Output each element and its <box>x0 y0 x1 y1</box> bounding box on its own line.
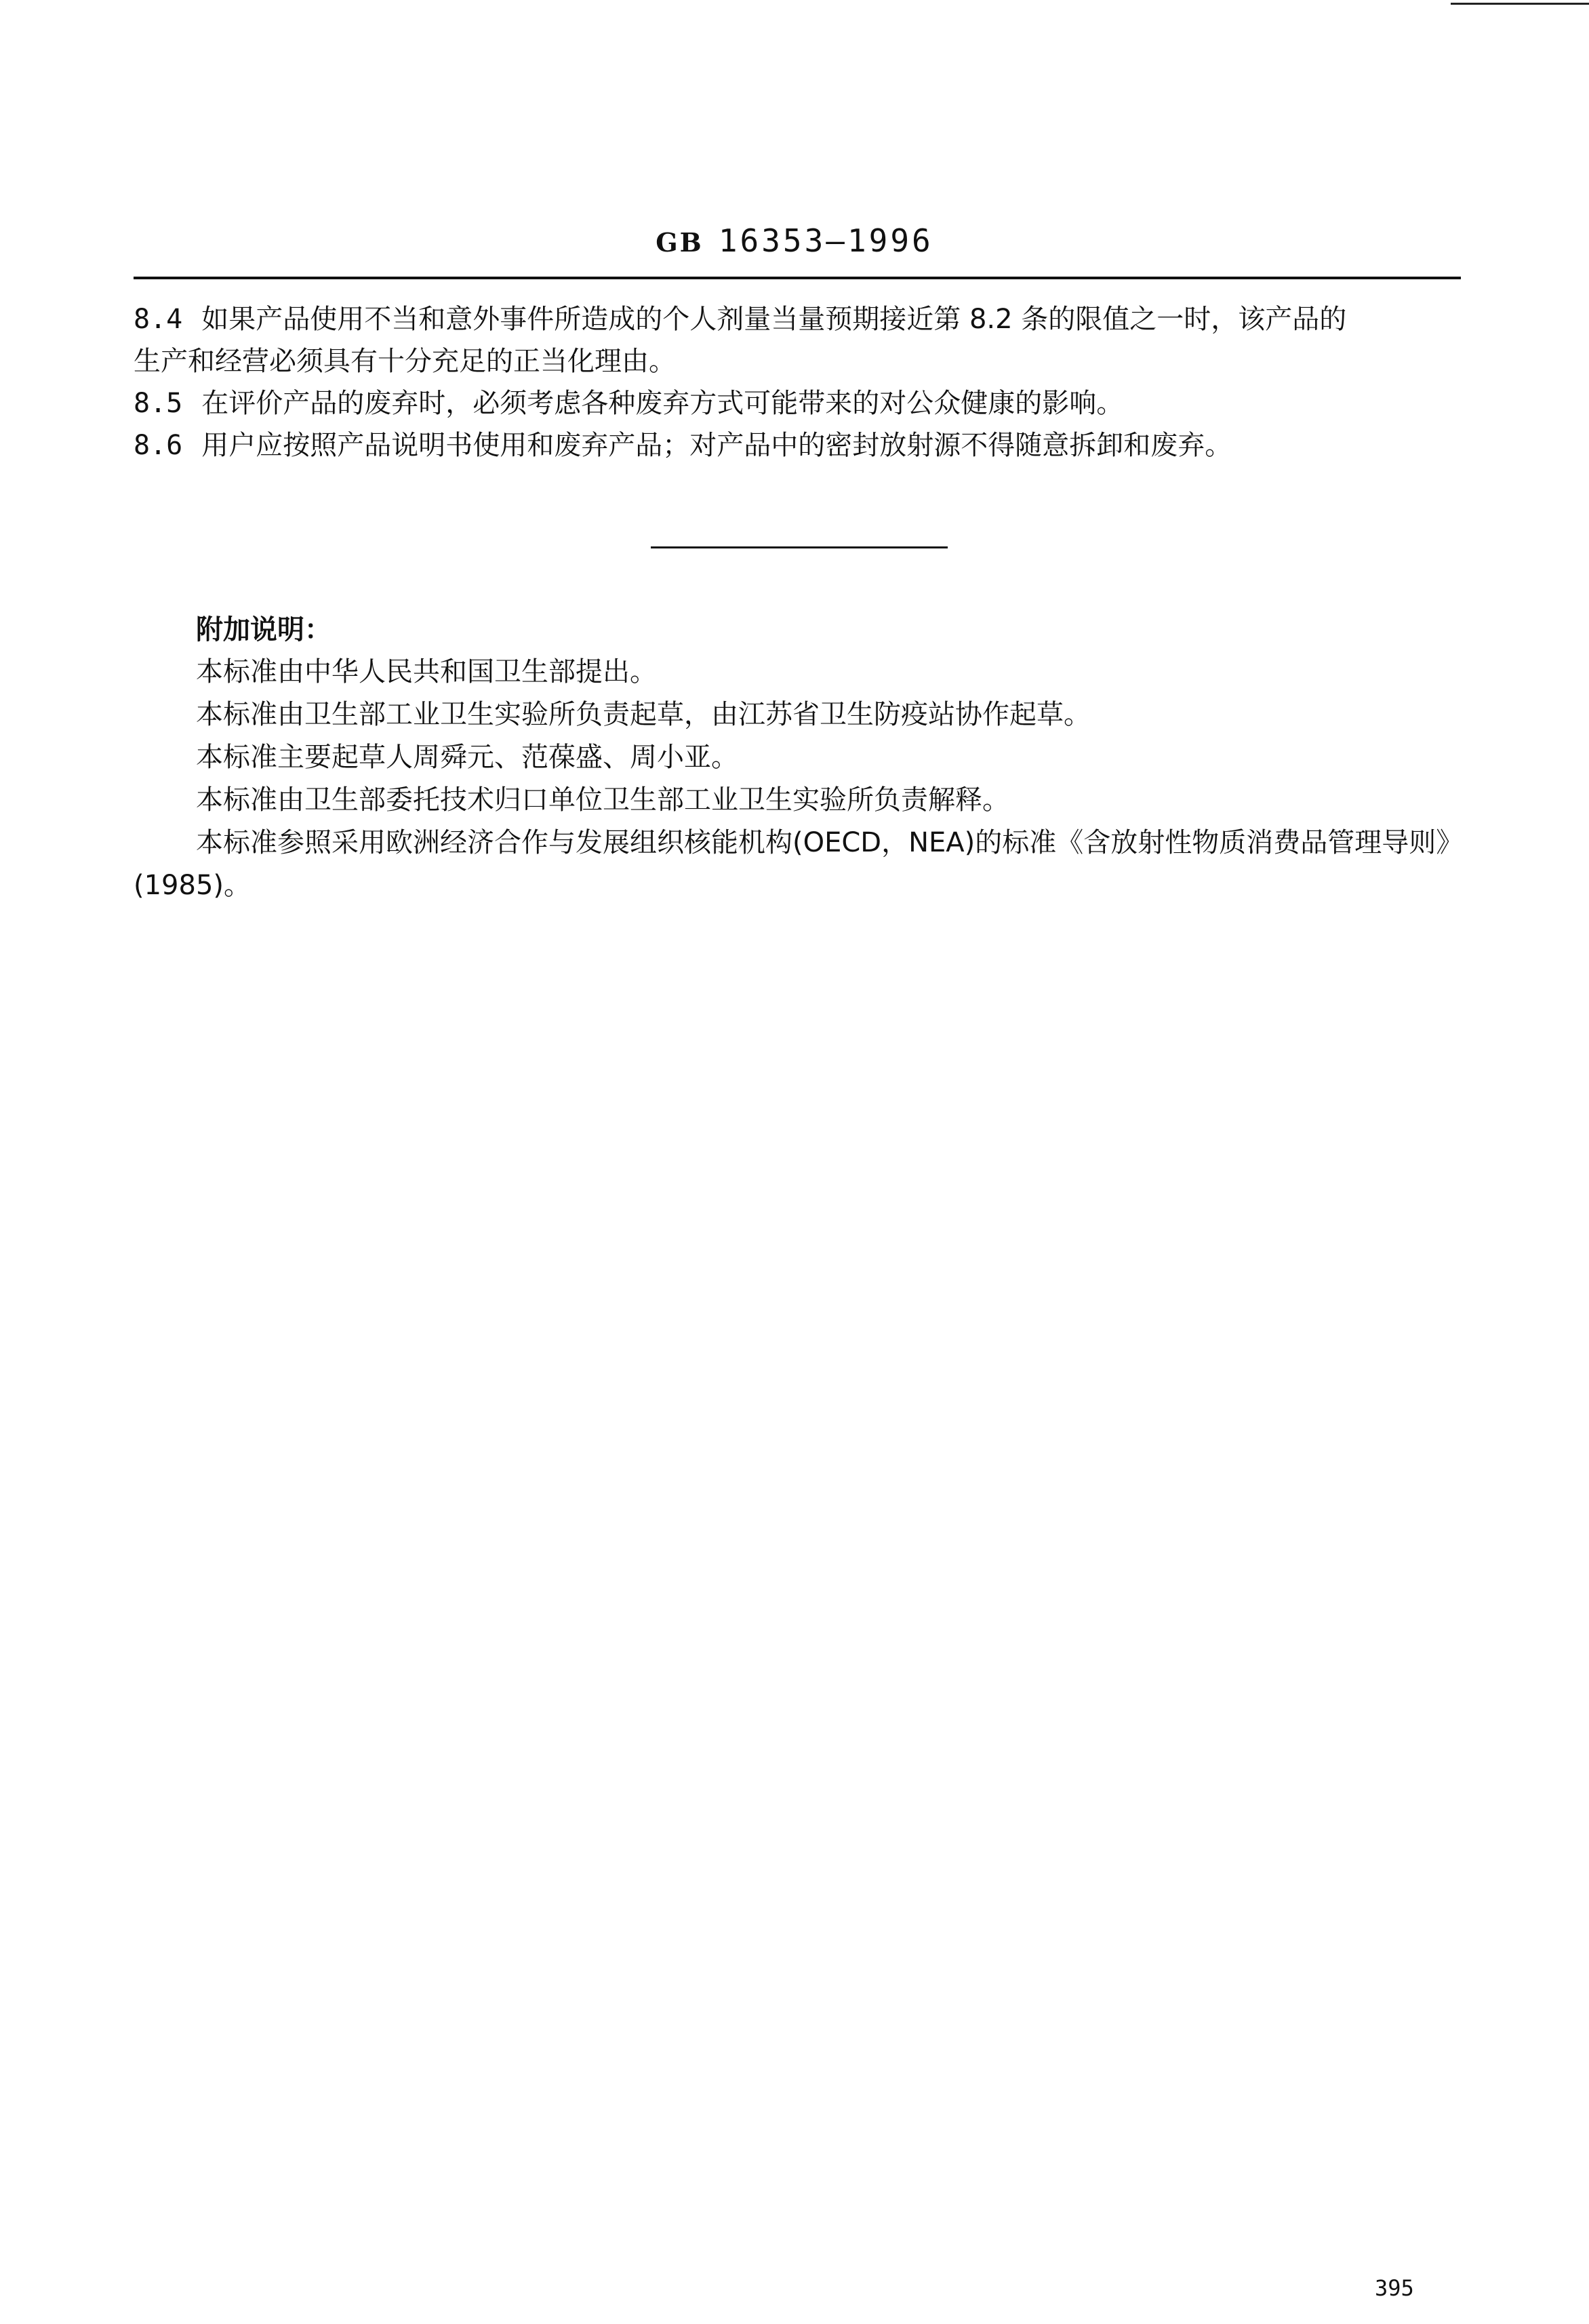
notes-title: 附加说明： <box>196 614 331 645</box>
page-header <box>0 222 1589 259</box>
standard-prefix: GB <box>656 227 704 258</box>
clause-text: 如果产品使用不当和意外事件所造成的个人剂量当量预期接近第 8.2 条的限值之一时，该产品的 <box>201 304 1347 335</box>
note-line: 本标准由卫生部工业卫生实验所负责起草，由江苏省卫生防疫站协作起草。 <box>196 699 1091 730</box>
standard-number: 16353—1996 <box>718 222 933 259</box>
clause-number: 8.5 <box>134 388 183 419</box>
clause-text: 在评价产品的废弃时，必须考虑各种废弃方式可能带来的对公众健康的影响。 <box>201 388 1124 419</box>
note-line: 本标准由卫生部委托技术归口单位卫生部工业卫生实验所负责解释。 <box>196 784 1009 816</box>
note-line: 本标准由中华人民共和国卫生部提出。 <box>196 656 657 687</box>
clause-8-5 <box>134 382 1462 424</box>
clause-text-continued: 生产和经营必须具有十分充足的正当化理由。 <box>134 346 676 377</box>
end-of-standard-rule <box>651 546 948 548</box>
clause-number: 8.6 <box>134 430 183 461</box>
note-line: 本标准参照采用欧洲经济合作与发展组织核能机构(OECD，NEA)的标准《含放射性物质消费品管理导则》(1985)。 <box>134 827 1450 901</box>
clause-8-6 <box>134 424 1462 466</box>
clause-list <box>134 298 1462 466</box>
clause-text: 用户应按照产品说明书使用和废弃产品；对产品中的密封放射源不得随意拆卸和废弃。 <box>201 430 1232 461</box>
clause-number: 8.4 <box>134 304 183 335</box>
header-rule <box>134 277 1461 279</box>
note-line: 本标准主要起草人周舜元、范葆盛、周小亚。 <box>196 742 738 773</box>
page-number: 395 <box>1375 2275 1414 2301</box>
top-edge-rule <box>1451 3 1589 5</box>
clause-8-4 <box>134 298 1462 382</box>
additional-notes <box>134 609 1462 907</box>
